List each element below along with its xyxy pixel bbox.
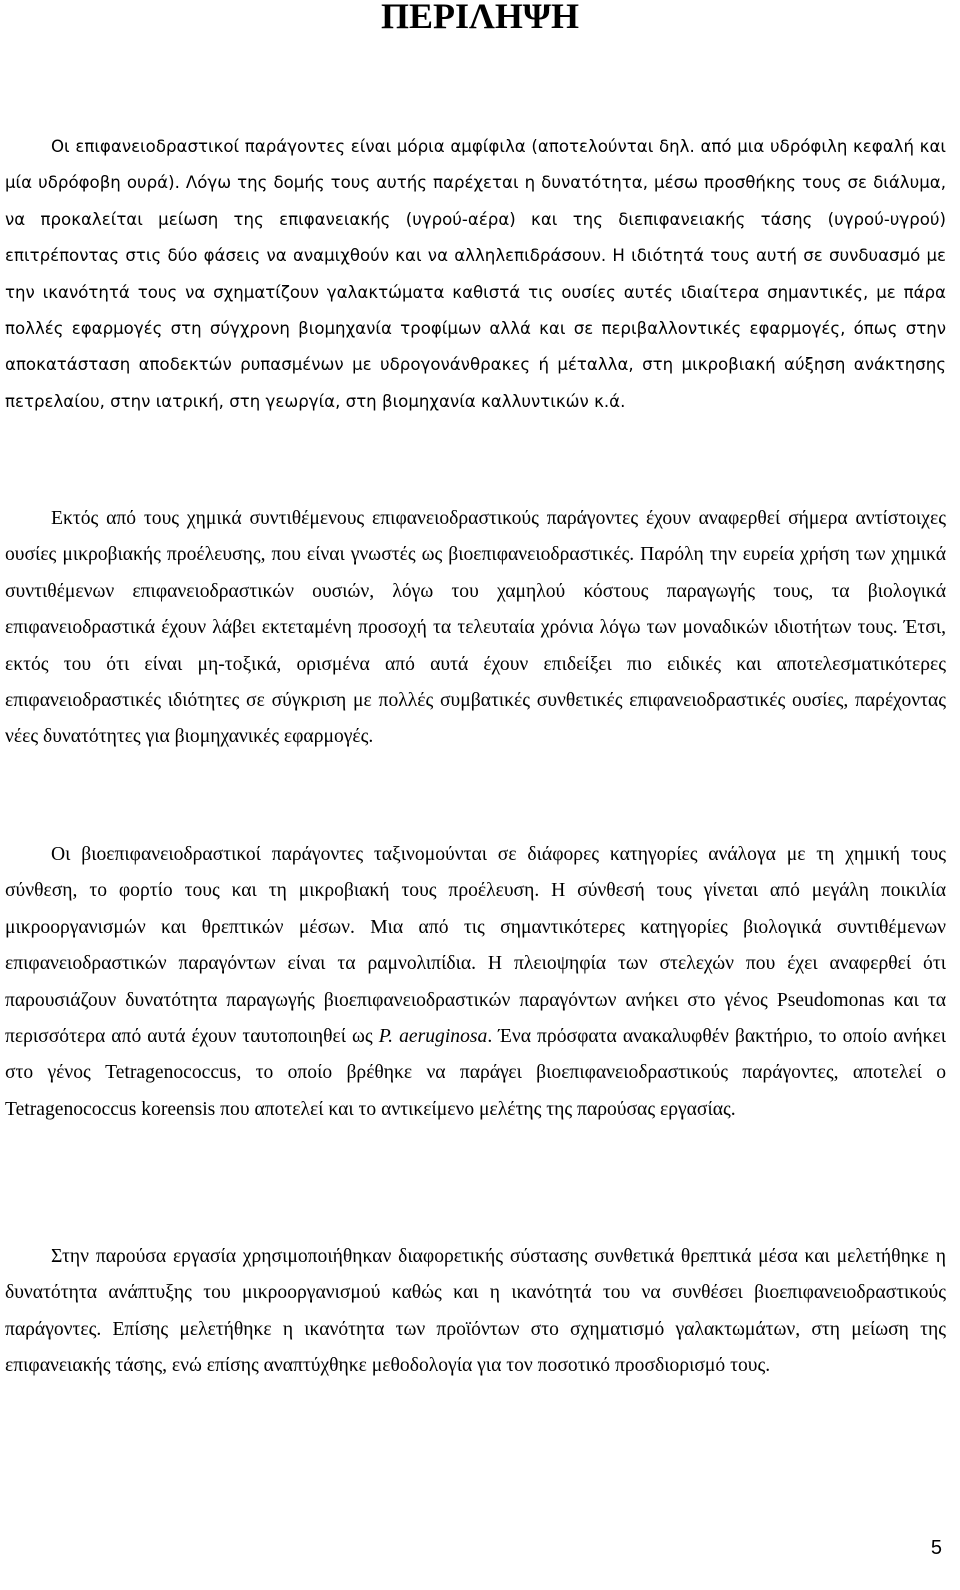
paragraph-text: που αποτελεί και το αντικείμενο μελέτης της παρούσας εργασίας. <box>215 1098 736 1120</box>
paragraph-text: . Ένα πρόσφατα ανακαλυφθέν βακτήριο, το οποίο ανήκει στο γένος <box>5 1026 946 1084</box>
species-name: Tetragenococcus koreensis <box>5 1098 216 1120</box>
paragraph-text: , το οποίο βρέθηκε να παράγει βιοεπιφανειοδραστικούς παράγοντες, αποτελεί ο <box>236 1062 946 1084</box>
abstract-paragraph-2 <box>5 501 946 756</box>
paragraph-text: Οι βιοεπιφανειοδραστικοί παράγοντες ταξινομούνται σε διάφορες κατηγορίες ανάλογα με τη χημική τους σύνθεση, το φορτίο τους και τη μικροβιακή τους προέλευση. Η σύνθεσή τους γίνεται από μεγάλη ποικιλία μικροοργανισμών και θρεπτικών μέσων. Μια από τις σημαντικότερες κατηγορίες βιολογικά συντιθέμενων επιφανειοδραστικών παραγόντων είναι τα ραμνολιπίδια. Η πλειοψηφία των στελεχών που έχει αναφερθεί ότι παρουσιάζουν δυνατότητα παραγωγής βιοεπιφανειοδραστικών παραγόντων ανήκει στο γένος <box>5 844 946 1011</box>
abstract-paragraph-4 <box>5 1239 946 1385</box>
species-name: P. aeruginosa <box>378 1026 488 1048</box>
page-title: ΠΕΡΙΛΗΨΗ <box>381 0 579 36</box>
genus-name: Tetragenococcus <box>105 1062 237 1084</box>
page-number: 5 <box>930 1537 942 1559</box>
paragraph-text: και τα περισσότερα από αυτά έχουν ταυτοποιηθεί ως <box>5 989 946 1048</box>
paragraph-text: Οι επιφανειοδραστικοί παράγοντες είναι μόρια αμφίφιλα (αποτελούνται δηλ. από μια υδρόφιλη κεφαλή και μία υδρόφοβη ουρά). Λόγω της δομής τους αυτής παρέχεται η δυνατότητα, μέσω προσθήκης τους σε διάλυμα, να προκαλείται μείωση της επιφανειακής (υγρού-αέρα) και της διεπιφανειακής τάσης (υγρού-υγρού) επιτρέποντας στις δύο φάσεις να αναμιχθούν και να αλληλεπιδράσουν. Η ιδιότητά τους αυτή σε συνδυασμό με την ικανότητά τους να σχηματίζουν γαλακτώματα καθιστά τις ουσίες αυτές ιδιαίτερα σημαντικές, με πάρα πολλές εφαρμογές στη σύγχρονη βιομηχανία τροφίμων αλλά και σε περιβαλλοντικές εφαρμογές, όπως στην αποκατάσταση αποδεκτών ρυπασμένων με υδρογονάνθρακες ή μέταλλα, στη μικροβιακή αύξηση ανάκτησης πετρελαίου, στην ιατρική, στη γεωργία, στη βιομηχανία καλλυντικών κ.ά. <box>5 137 946 411</box>
paragraph-text: Στην παρούσα εργασία χρησιμοποιήθηκαν διαφορετικής σύστασης συνθετικά θρεπτικά μέσα και μελετήθηκε η δυνατότητα ανάπτυξης του μικροοργανισμού καθώς και η ικανότητά του να συνθέσει βιοεπιφανειοδραστικούς παράγοντες. Επίσης μελετήθηκε η ικανότητα των προϊόντων στο σχηματισμό γαλακτωμάτων, στη μείωση της επιφανειακής τάσης, ενώ επίσης αναπτύχθηκε μεθοδολογία για τον ποσοτικό προσδιορισμό τους. <box>5 1246 946 1377</box>
paragraph-text: Εκτός από τους χημικά συντιθέμενους επιφανειοδραστικούς παράγοντες έχουν αναφερθεί σήμερα αντίστοιχες ουσίες μικροβιακής προέλευσης, που είναι γνωστές ως βιοεπιφανειοδραστικές. Παρόλη την ευρεία χρήση των χημικά συντιθέμενων επιφανειοδραστικών ουσιών, λόγω του χαμηλού κόστους παραγωγής τους, τα βιολογικά επιφανειοδραστικά έχουν λάβει εκτεταμένη προσοχή τα τελευταία χρόνια λόγω των μοναδικών ιδιοτήτων τους. Έτσι, εκτός του ότι είναι μη-τοξικά, ορισμένα από αυτά έχουν επιδείξει πιο ειδικές και αποτελεσματικότερες επιφανειοδραστικές ιδιότητες σε σύγκριση με πολλές συμβατικές συνθετικές επιφανειοδραστικές ουσίες, παρέχοντας νέες δυνατότητες για βιομηχανικές εφαρμογές. <box>5 508 946 748</box>
abstract-paragraph-1 <box>5 129 946 420</box>
abstract-paragraph-3 <box>5 837 946 1128</box>
genus-name: Pseudomonas <box>776 989 885 1011</box>
